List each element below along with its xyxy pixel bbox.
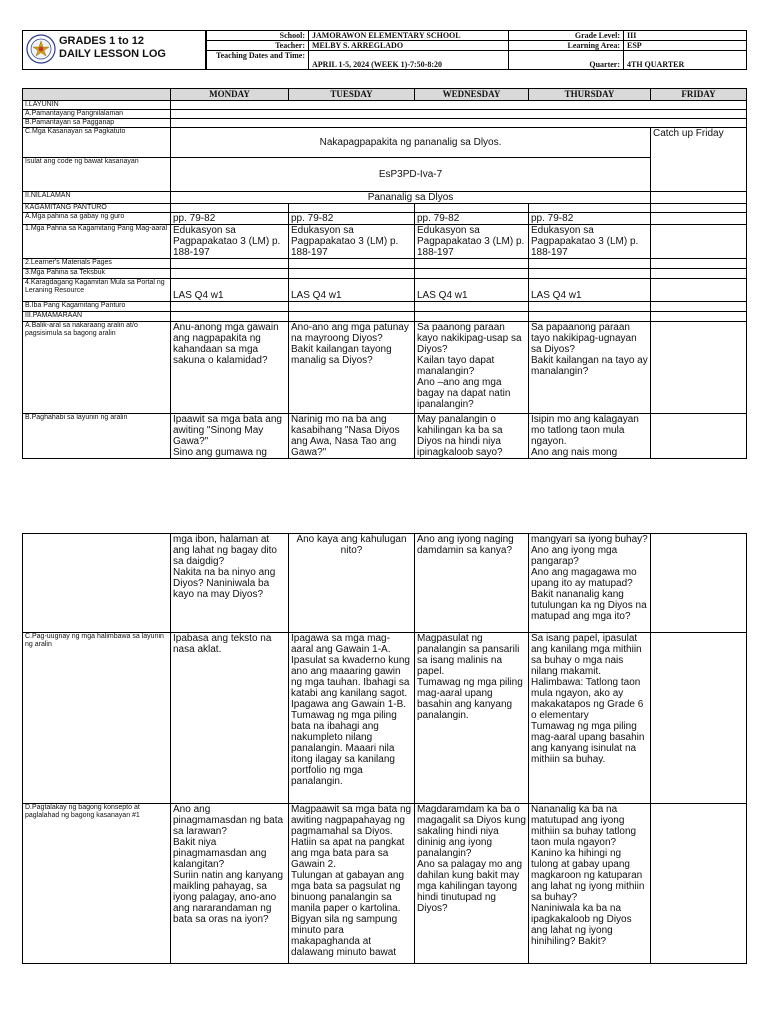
school-label: School: — [207, 31, 309, 41]
las-monday: LAS Q4 w1 — [171, 279, 289, 302]
doc-title-line1: GRADES 1 to 12 — [59, 35, 144, 47]
paghahabi-wednesday: May panalangin o kahilingan ka ba sa Diyos na hindi niya ipinagkaloob sayo? — [415, 414, 529, 459]
area-label: Learning Area: — [509, 41, 624, 51]
las-thursday: LAS Q4 w1 — [529, 279, 651, 302]
header-logo-box — [22, 30, 206, 70]
paghahabi-thursday: Isipin mo ang kalagayan mo tatlong taon mula ngayon. Ano ang nais mong — [529, 414, 651, 459]
friday-catchup: Catch up Friday — [651, 128, 747, 192]
row-iba-pang: B.Iba Pang Kagamitang Panturo — [23, 302, 171, 312]
row-pagtalakay: D.Pagtalakay ng bagong konsepto at paglalahad ng bagong kasanayan #1 — [23, 804, 171, 964]
gabay-thursday: pp. 79-82 — [529, 213, 651, 225]
row-kasanayan: C.Mga Kasanayan sa Pagkatuto — [23, 128, 171, 158]
teacher-label: Teacher: — [207, 41, 309, 51]
cont-monday: mga ibon, halaman at ang lahat ng bagay dito sa daigdig? Nakita na ba ninyo ang Diyos? Naniniwala ba kayo na may Diyos? — [171, 534, 289, 633]
row-nilalaman: II.NILALAMAN — [23, 192, 171, 204]
pag-uugnay-tuesday: Ipagawa sa mga mag-aaral ang Gawain 1-A. Ipasulat sa kwaderno kung ano ang maaaring gawin ng mga tauhan. Ibahagi sa katabi ang kanilang sagot. Ipagawa ang Gawain 1-B. Tumawag ng mga piling bata na ibahagi ang nakumpleto nilang panalangin. Maaari nila itong ilagay sa kanilang portfolio ng mga panalangin. — [289, 633, 415, 804]
lm-thursday: Edukasyon sa Pagpapakatao 3 (LM) p. 188-197 — [529, 225, 651, 259]
las-tuesday: LAS Q4 w1 — [289, 279, 415, 302]
lm-wednesday: Edukasyon sa Pagpapakatao 3 (LM) p. 188-197 — [415, 225, 529, 259]
row-isulat-code: Isulat ang code ng bawat kasanayan — [23, 158, 171, 192]
dates-label: Teaching Dates and Time: — [207, 51, 309, 70]
row-pamantayan-pagganap: B.Pamantayan sa Pagganap — [23, 119, 171, 128]
pag-uugnay-wednesday: Magpasulat ng panalangin sa pansarili sa isang malinis na papel. Tumawag ng mga piling mag-aaral upang basahin ang kanyang panalangin. — [415, 633, 529, 804]
cont-wednesday: Ano ang iyong naging damdamin sa kanya? — [415, 534, 529, 633]
gabay-tuesday: pp. 79-82 — [289, 213, 415, 225]
gabay-monday: pp. 79-82 — [171, 213, 289, 225]
lesson-table-page1 — [22, 88, 747, 459]
balik-monday: Anu-anong mga gawain ang nagpapakita ng kahandaan sa mga sakuna o kalamidad? — [171, 322, 289, 414]
corner-cell — [23, 89, 171, 101]
pag-uugnay-thursday: Sa isang papel, ipasulat ang kanilang mga mithiin sa buhay o mga nais nilang makamit. Halimbawa: Tatlong taon mula ngayon, ako ay makakatapos ng Grade 6 o elementary Tumawag ng mga piling mag-aaral upang basahin ang kanyang isinulat na mithiin sa buhay. — [529, 633, 651, 804]
row-pag-uugnay: C.Pag-uugnay ng mga halimbawa sa layunin ng aralin — [23, 633, 171, 804]
cont-thursday: mangyari sa iyong buhay? Ano ang iyong mga pangarap? Ano ang magagawa mo upang ito ay matupad? Bakit nananalig kang tutulungan ka ng Diyos na matupad ang mga ito? — [529, 534, 651, 633]
lm-monday: Edukasyon sa Pagpapakatao 3 (LM) p. 188-197 — [171, 225, 289, 259]
paghahabi-tuesday: Narinig mo na ba ang kasabihang "Nasa Diyos ang Awa, Nasa Tao ang Gawa?" — [289, 414, 415, 459]
row-karagdagang: 4.Karagdagang Kagamitan Mula sa Portal ng Leraning Resource — [23, 279, 171, 302]
deped-seal-icon — [26, 34, 56, 64]
balik-thursday: Sa papaanong paraan tayo nakikipag-ugnayan sa Diyos? Bakit kailangan na tayo ay manalangin? — [529, 322, 651, 414]
grade-label: Grade Level: — [509, 31, 624, 41]
pag-uugnay-monday: Ipabasa ang teksto na nasa aklat. — [171, 633, 289, 804]
lesson-table-page2 — [22, 533, 747, 964]
day-monday: MONDAY — [171, 89, 289, 101]
pagtalakay-monday: Ano ang pinagmamasdan ng bata sa larawan? Bakit niya pinagmamasdan ang kalangitan? Suriin natin ang kanyang maikling pahayag, sa iyong palagay, ano-ano ang nararandaman ng bata sa oras na iyon? — [171, 804, 289, 964]
row-teksbuk: 3.Mga Pahina sa Teksbuk — [23, 269, 171, 279]
paghahabi-monday: Ipaawit sa mga bata ang awiting "Sinong May Gawa?" Sino ang gumawa ng — [171, 414, 289, 459]
code-text: EsP3PD-Iva-7 — [171, 158, 651, 192]
teacher-value: MELBY S. ARREGLADO — [309, 41, 509, 51]
row-kagamitan: KAGAMITANG PANTURO — [23, 204, 171, 213]
dates-value: APRIL 1-5, 2024 (WEEK 1)-7:50-8:20 — [309, 51, 509, 70]
area-value: ESP — [624, 41, 747, 51]
pagtalakay-thursday: Nananalig ka ba na matutupad ang iyong mithiin sa buhay tatlong taon mula ngayon? Kanino ka hihingi ng tulong at gabay upang magkaroon ng katuparan ang lahat ng iyong mithiin sa buhay? Naniniwala ka ba na ipagkakaloob ng Diyos ang lahat ng iyong hinihiling? Bakit? — [529, 804, 651, 964]
row-layunin: I.LAYUNIN — [23, 101, 171, 110]
quarter-value: 4TH QUARTER — [624, 51, 747, 70]
pagtalakay-tuesday: Magpaawit sa mga bata ng awiting nagpapahayag ng pagmamahal sa Diyos. Hatiin sa apat na pangkat ang mga bata para sa Gawain 2. Tulungan at gabayan ang mga bata sa pagsulat ng binuong panalangin sa manila paper o kartolina. Bigyan sila ng sampung minuto para makapaghanda at dalawang minuto bawat — [289, 804, 415, 964]
lm-tuesday: Edukasyon sa Pagpapakatao 3 (LM) p. 188-197 — [289, 225, 415, 259]
nilalaman-text: Pananalig sa Dlyos — [171, 192, 651, 204]
pagtalakay-wednesday: Magdaramdam ka ba o magagalit sa Diyos kung sakaling hindi niya dininig ang iyong panalangin? Ano sa palagay mo ang dahilan kung bakit may mga kahilingan tayong hindi tinutupad ng Diyos? — [415, 804, 529, 964]
header-info-table — [206, 30, 747, 70]
row-gabay: A.Mga pahina sa gabay ng guro — [23, 213, 171, 225]
kasanayan-text: Nakapagpapakita ng pananalig sa Dlyos. — [171, 128, 651, 158]
row-paghahabi: B.Paghahabi sa layunin ng aralin — [23, 414, 171, 459]
school-value: JAMORAWON ELEMENTARY SCHOOL — [309, 31, 509, 41]
row-balik-aral: A.Balik-aral sa nakaraang aralin at/o pagsisimula sa bagong aralin — [23, 322, 171, 414]
row-pamamaraan: III.PAMAMARAAN — [23, 312, 171, 322]
row-lmp: 2.Learner's Materials Pages — [23, 259, 171, 269]
cont-label — [23, 534, 171, 633]
row-lm: 1.Mga Pahna sa Kagamitang Pang Mag-aaral — [23, 225, 171, 259]
row-pamantayang-pangnilalaman: A.Pamantayang Pangnilalaman — [23, 110, 171, 119]
balik-wednesday: Sa paanong paraan kayo nakikipag-usap sa Diyos? Kailan tayo dapat manalangin? Ano –ano ang mga bagay na dapat natin ipanalangin? — [415, 322, 529, 414]
grade-value: III — [624, 31, 747, 41]
quarter-label: Quarter: — [509, 51, 624, 70]
day-thursday: THURSDAY — [529, 89, 651, 101]
day-tuesday: TUESDAY — [289, 89, 415, 101]
gabay-wednesday: pp. 79-82 — [415, 213, 529, 225]
doc-title — [59, 35, 166, 61]
cont-tuesday: Ano kaya ang kahulugan nito? — [289, 534, 415, 633]
balik-tuesday: Ano-ano ang mga patunay na mayroong Diyos? Bakit kailangan tayong manalig sa Diyos? — [289, 322, 415, 414]
doc-title-line2: DAILY LESSON LOG — [59, 48, 166, 60]
day-wednesday: WEDNESDAY — [415, 89, 529, 101]
las-wednesday: LAS Q4 w1 — [415, 279, 529, 302]
day-friday: FRIDAY — [651, 89, 747, 101]
